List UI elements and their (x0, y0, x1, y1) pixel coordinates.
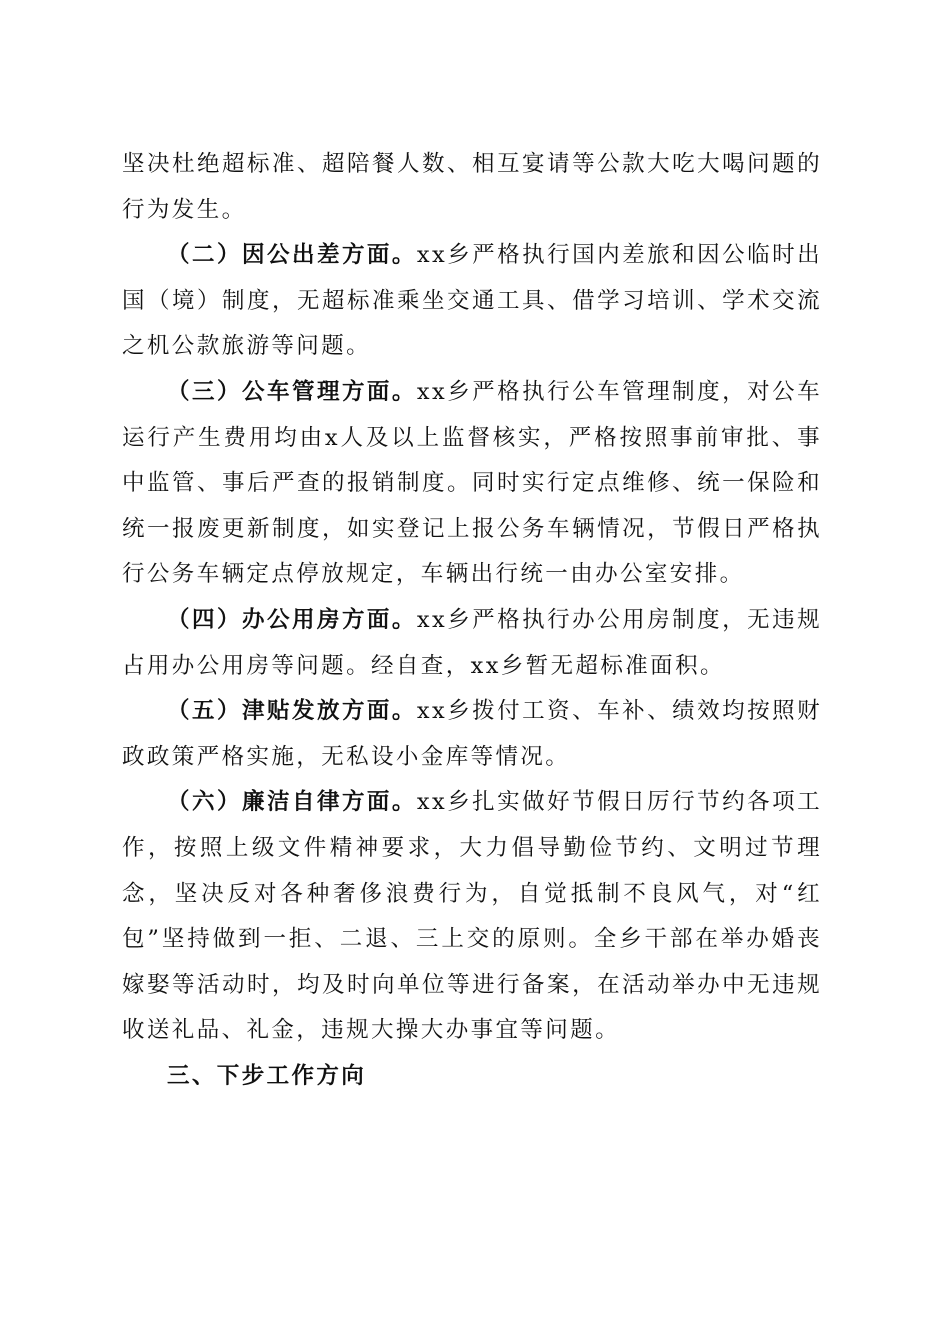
paragraph-text: xx乡扎实做好节假日厉行节约各项工作，按照上级文件精神要求，大力倡导勤俭节约、文明过节理念，坚决反对各种奢侈浪费行为，自觉抵制不良风气，对“红包”坚持做到一拒、二退、三上交的原则。全乡干部在举办婚丧嫁娶等活动时，均及时向单位等进行备案，在活动举办中无违规收送礼品、礼金，违规大操大办事宜等问题。 (122, 789, 822, 1044)
paragraph-allowances (122, 689, 822, 780)
paragraph-official-vehicles (122, 370, 822, 598)
paragraph-office-space (122, 598, 822, 689)
subheading-business-travel: （二）因公出差方面。 (167, 242, 417, 269)
section-heading: 三、下步工作方向 (167, 1062, 367, 1089)
paragraph-text: xx乡严格执行公车管理制度，对公车运行产生费用均由x人及以上监督核实，严格按照事前审批、事中监管、事后严查的报销制度。同时实行定点维修、统一保险和统一报废更新制度，如实登记上报公务车辆情况，节假日严格执行公务车辆定点停放规定，车辆出行统一由办公室安排。 (122, 378, 822, 588)
paragraph-text: xx乡严格执行国内差旅和因公临时出国（境）制度，无超标准乘坐交通工具、借学习培训、学术交流之机公款旅游等问题。 (122, 242, 822, 360)
document-body (122, 142, 822, 1099)
paragraph-text: xx乡拨付工资、车补、绩效均按照财政政策严格实施，无私设小金库等情况。 (122, 698, 822, 770)
subheading-allowances: （五）津贴发放方面。 (167, 698, 417, 725)
paragraph-integrity (122, 780, 822, 1054)
paragraph-business-travel (122, 233, 822, 370)
paragraph-continuation (122, 142, 822, 233)
subheading-integrity: （六）廉洁自律方面。 (167, 789, 417, 816)
paragraph-text: 坚决杜绝超标准、超陪餐人数、相互宴请等公款大吃大喝问题的行为发生。 (122, 151, 822, 223)
subheading-official-vehicles: （三）公车管理方面。 (167, 378, 417, 405)
subheading-office-space: （四）办公用房方面。 (167, 606, 417, 633)
paragraph-text: xx乡严格执行办公用房制度，无违规占用办公用房等问题。经自查，xx乡暂无超标准面积。 (122, 606, 822, 679)
